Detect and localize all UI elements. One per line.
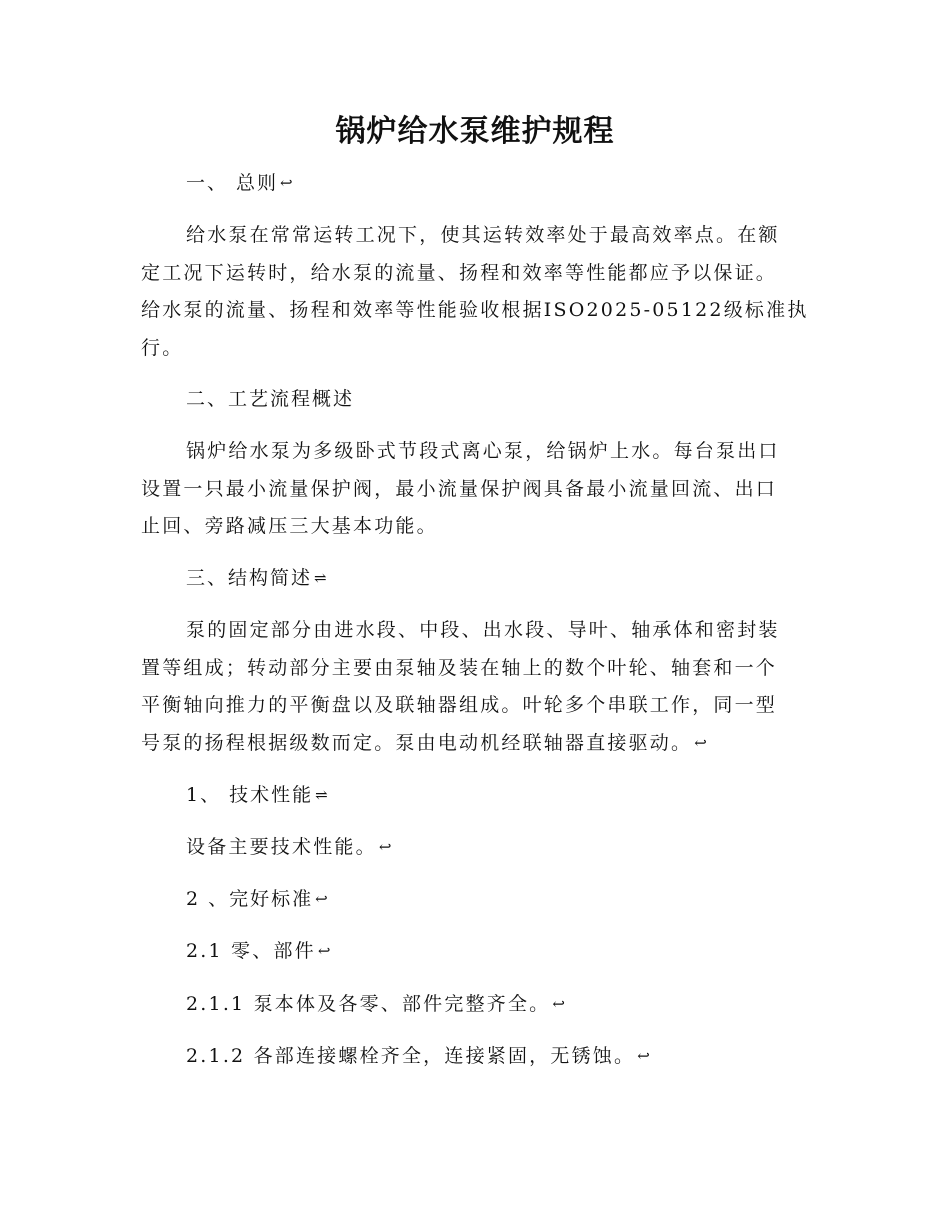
- paragraph-mark-icon: ↩: [315, 890, 330, 908]
- item-1-heading-text: 1、 技术性能: [186, 784, 314, 806]
- section-2-para-line-1: 锅炉给水泵为多级卧式节段式离心泵，给锅炉上水。每台泵出口: [186, 440, 780, 462]
- item-2-heading-text: 2 、完好标准: [186, 888, 314, 910]
- section-2-para-line-3: 止回、旁路减压三大基本功能。: [141, 515, 438, 537]
- item-1-text: [186, 834, 856, 860]
- list-mark-icon: ⇌: [315, 786, 330, 804]
- section-1-para-line-2: 定工况下运转时，给水泵的流量、扬程和效率等性能都应予以保证。: [141, 262, 778, 284]
- paragraph-mark-icon: ↩: [694, 734, 709, 752]
- section-2-heading: 二、工艺流程概述: [186, 388, 355, 410]
- item-2-1-1-text-content: 2.1.1 泵本体及各零、部件完整齐全。: [186, 993, 551, 1015]
- section-3-heading-text: 三、结构简述: [186, 567, 313, 589]
- paragraph-mark-icon: ↩: [378, 838, 394, 856]
- paragraph-mark-icon: ↩: [280, 174, 295, 192]
- paragraph-mark-icon: ↩: [637, 1047, 652, 1065]
- item-2-1-heading: [186, 938, 856, 964]
- paragraph-mark-icon: ↩: [317, 942, 333, 960]
- section-3-para-line-4-text: 号泵的扬程根据级数而定。泵由电动机经联轴器直接驱动。: [141, 732, 693, 754]
- item-2-1-2-text: [186, 1043, 856, 1069]
- item-2-1-1-text: [186, 991, 856, 1017]
- section-3-heading: [186, 565, 856, 591]
- section-3-para-line-3: 平衡轴向推力的平衡盘以及联轴器组成。叶轮多个串联工作，同一型: [141, 694, 778, 716]
- section-1-para-line-1: 给水泵在常常运转工况下，使其运转效率处于最高效率点。在额: [186, 224, 780, 246]
- item-1-text-content: 设备主要技术性能。: [186, 836, 377, 858]
- section-3-para-line-1: 泵的固定部分由进水段、中段、出水段、导叶、轴承体和密封装: [186, 619, 780, 641]
- item-2-1-2-text-content: 2.1.2 各部连接螺栓齐全，连接紧固，无锈蚀。: [186, 1045, 636, 1067]
- section-1-heading-text: 一、 总则: [186, 172, 279, 194]
- document-title: 锅炉给水泵维护规程: [335, 114, 615, 149]
- item-2-1-heading-text: 2.1 零、部件: [186, 940, 316, 962]
- item-1-heading: [186, 782, 856, 808]
- list-mark-icon: ⇌: [314, 569, 329, 587]
- item-2-heading: [186, 886, 856, 912]
- section-3-para-line-2: 置等组成；转动部分主要由泵轴及装在轴上的数个叶轮、轴套和一个: [141, 657, 778, 679]
- section-3-para-line-4: [141, 730, 811, 756]
- section-1-para-line-4: 行。: [141, 337, 184, 359]
- section-1-para-line-3: 给水泵的流量、扬程和效率等性能验收根据ISO2025-05122级标准执: [141, 299, 809, 321]
- paragraph-mark-icon: ↩: [552, 995, 568, 1013]
- section-1-heading: [186, 170, 856, 196]
- section-2-para-line-2: 设置一只最小流量保护阀，最小流量保护阀具备最小流量回流、出口: [141, 478, 778, 500]
